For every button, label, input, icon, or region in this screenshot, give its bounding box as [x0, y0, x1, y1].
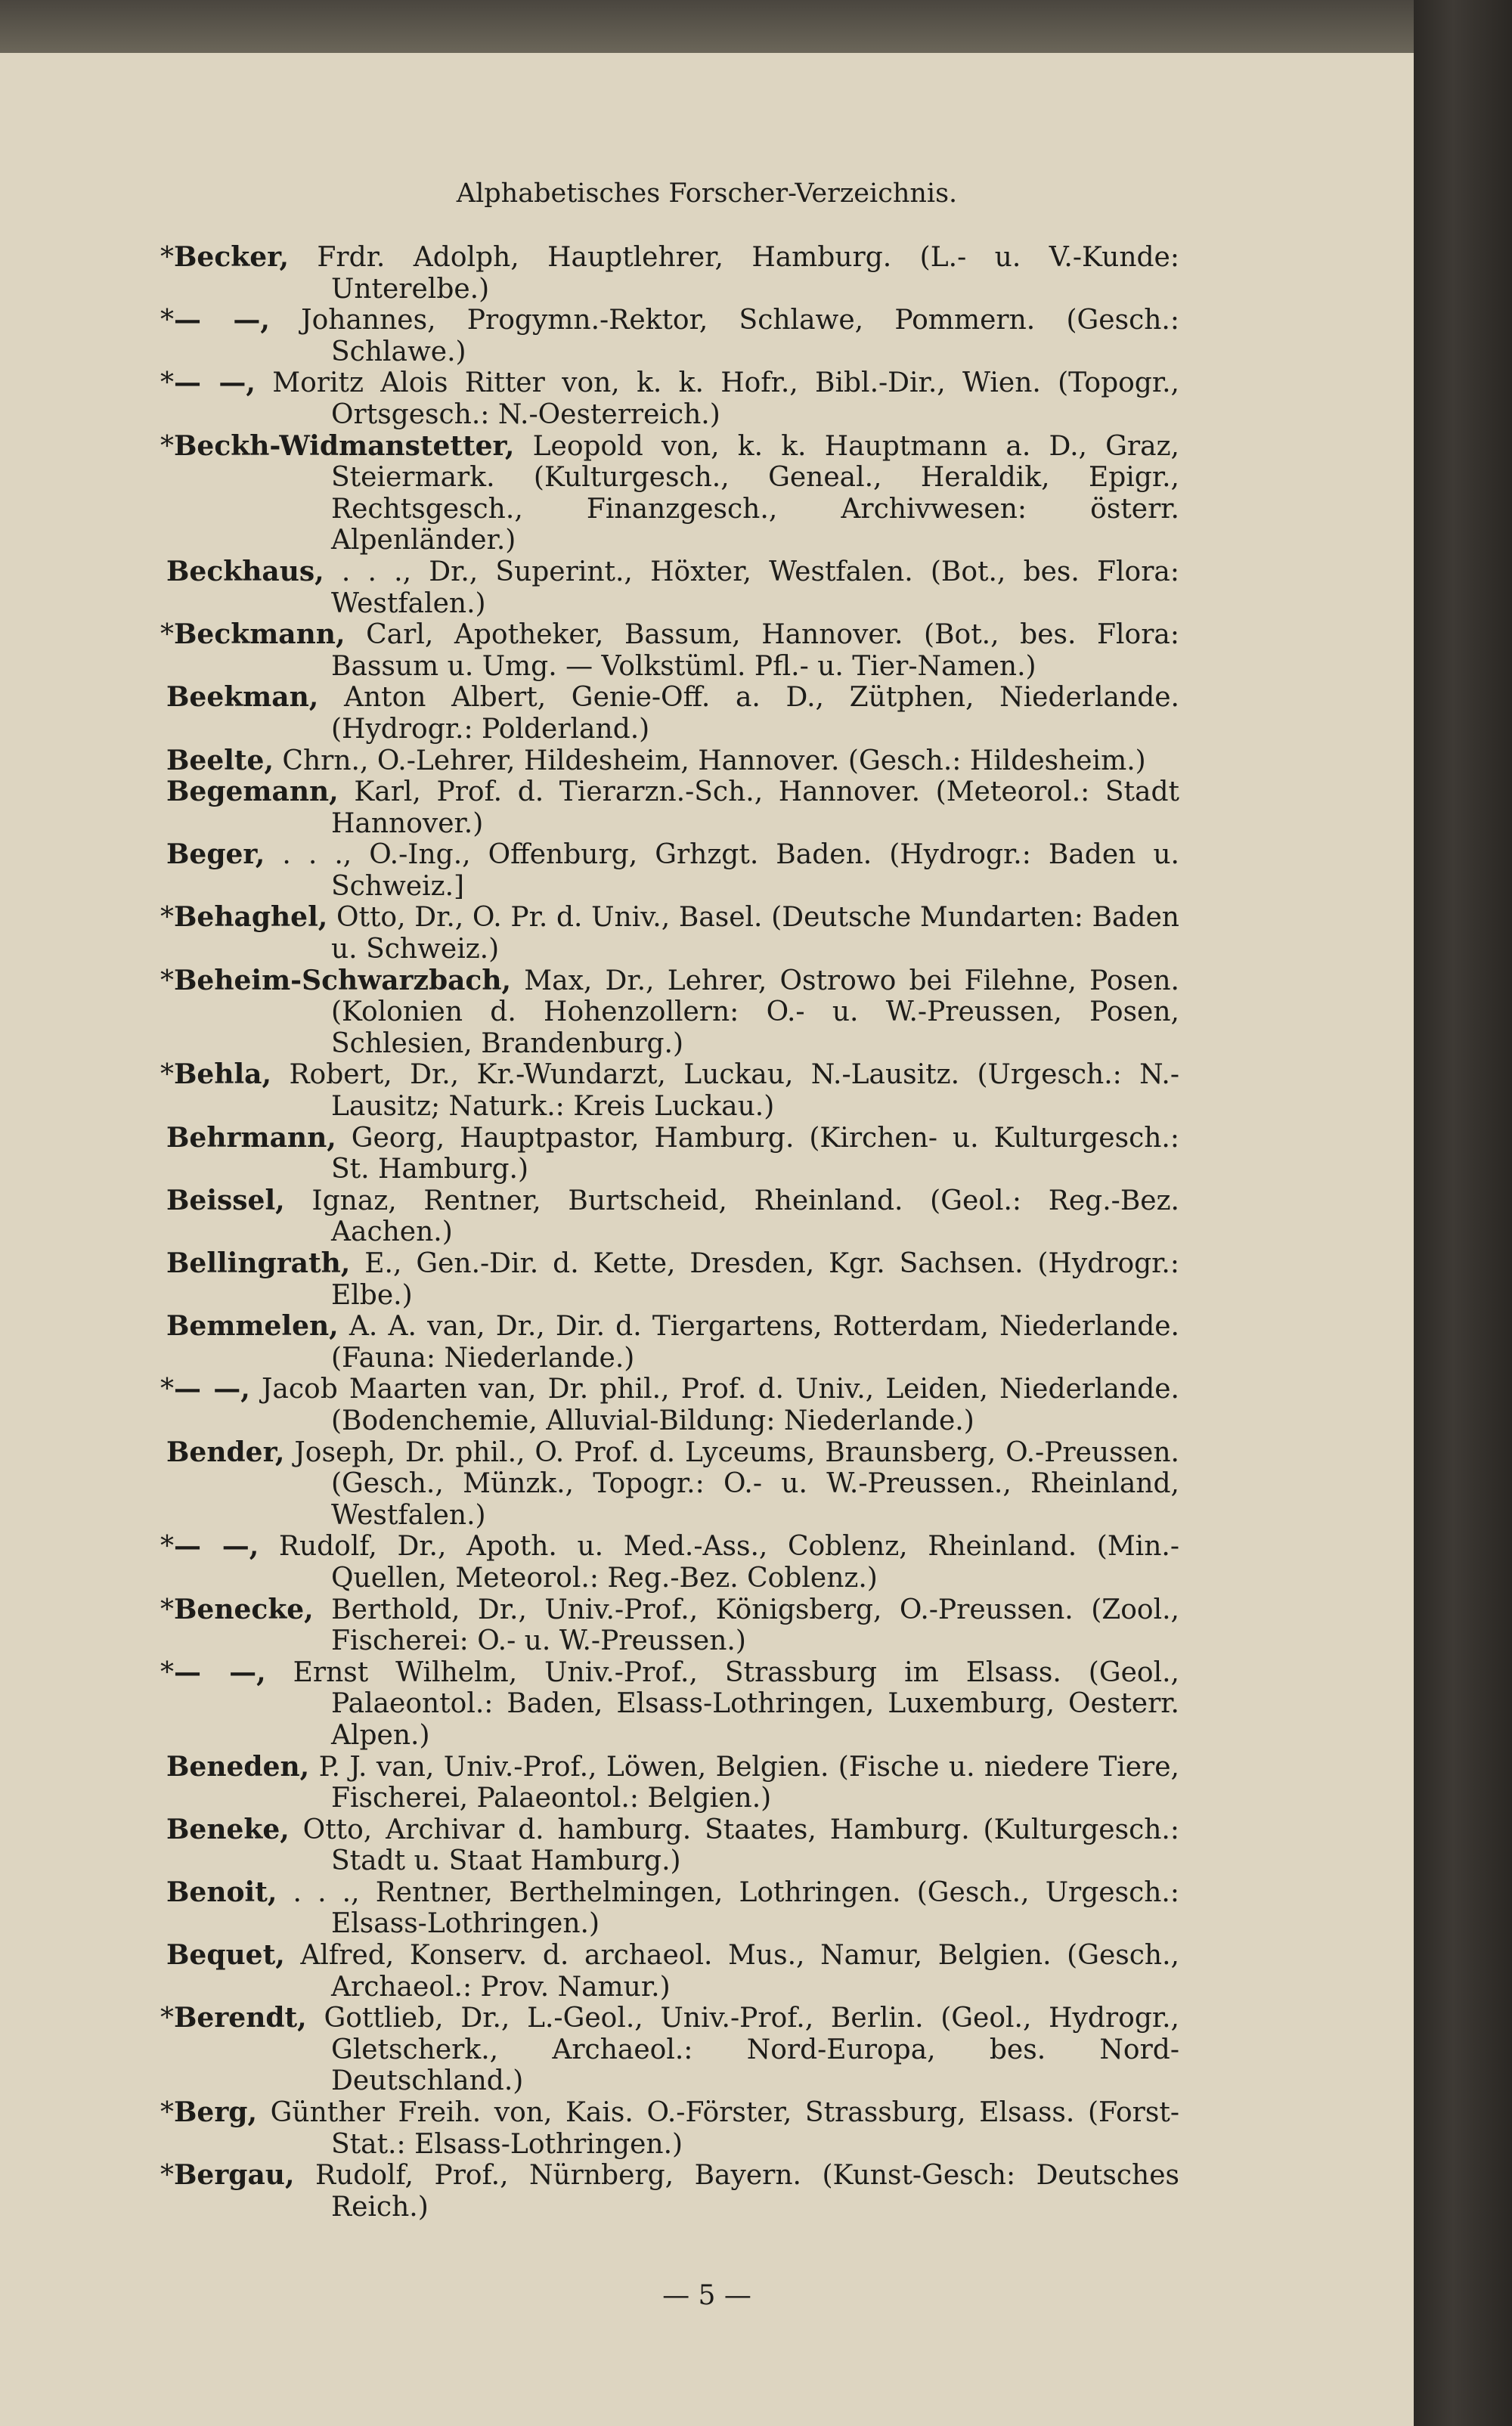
researcher-details: Anton Albert, Genie-Off. a. D., Zütphen, Niederlande. (Hydrogr.: Polderland.)	[318, 682, 1179, 745]
researcher-details: Ignaz, Rentner, Burtscheid, Rheinland. (Geol.: Reg.-Bez. Aachen.)	[284, 1185, 1179, 1248]
book-spine	[1414, 0, 1512, 2426]
researcher-name: Berg,	[174, 2096, 258, 2129]
researcher-name: Beger,	[166, 838, 265, 871]
researcher-name: Beekman,	[166, 681, 319, 714]
researcher-name: Beckhaus,	[166, 555, 324, 587]
researcher-details: Otto, Dr., O. Pr. d. Univ., Basel. (Deutsche Mundarten: Baden u. Schweiz.)	[327, 902, 1179, 965]
star-marker: *	[160, 1531, 174, 1563]
list-item	[160, 1656, 1179, 1752]
star-marker: *	[160, 965, 174, 996]
researcher-name: Begemann,	[166, 776, 339, 808]
researcher-details: A. A. van, Dr., Dir. d. Tiergartens, Rotterdam, Niederlande. (Fauna: Niederlande.)	[331, 1311, 1179, 1374]
page-number: — 5 —	[662, 2280, 751, 2311]
star-marker: *	[160, 2160, 174, 2192]
researcher-details: Jacob Maarten van, Dr. phil., Prof. d. Univ., Leiden, Niederlande. (Bodenchemie, Alluvial-Bildung: Niederlande.)	[249, 1374, 1179, 1436]
list-item	[160, 618, 1179, 682]
researcher-name: Bergau,	[174, 2159, 295, 2192]
researcher-details: Rudolf, Prof., Nürnberg, Bayern. (Kunst-Gesch: Deutsches Reich.)	[294, 2160, 1179, 2223]
researcher-name: Becker,	[174, 241, 289, 273]
researcher-name: Behaghel,	[174, 901, 328, 934]
list-item	[166, 1248, 1179, 1311]
list-item	[160, 2159, 1179, 2223]
researcher-details: Alfred, Konserv. d. archaeol. Mus., Namur, Belgien. (Gesch., Archaeol.: Prov. Namur.)	[284, 1940, 1179, 2003]
list-item	[166, 1311, 1179, 1374]
researcher-name: — —,	[174, 304, 270, 336]
researcher-name: Behla,	[174, 1058, 272, 1091]
researcher-details: Frdr. Adolph, Hauptlehrer, Hamburg. (L.- u. V.-Kunde: Unterelbe.)	[288, 242, 1179, 305]
list-item	[166, 745, 1179, 777]
researcher-details: . . ., O.-Ing., Offenburg, Grhzgt. Baden. (Hydrogr.: Baden u. Schweiz.]	[265, 839, 1179, 902]
list-item	[160, 2002, 1179, 2097]
list-item	[160, 1373, 1179, 1436]
list-item	[166, 682, 1179, 745]
list-item	[166, 776, 1179, 839]
star-marker: *	[160, 305, 174, 336]
researcher-details: Joseph, Dr. phil., O. Prof. d. Lyceums, Braunsberg, O.-Preussen. (Gesch., Münzk., Topogr.: O.- u. W.-Preussen., Rheinland, Westfalen.)	[284, 1436, 1179, 1531]
researcher-details: Berthold, Dr., Univ.-Prof., Königsberg, O.-Preussen. (Zool., Fischerei: O.- u. W.-Preussen.)	[313, 1594, 1179, 1657]
researcher-details: Günther Freih. von, Kais. O.-Förster, Strassburg, Elsass. (Forst-Stat.: Elsass-Lothringen.)	[257, 2097, 1179, 2160]
star-marker: *	[160, 430, 174, 462]
star-marker: *	[160, 619, 174, 651]
list-item	[166, 1940, 1179, 2003]
researcher-name: Bemmelen,	[166, 1310, 339, 1343]
researcher-name: Bender,	[166, 1436, 285, 1468]
researcher-details: Carl, Apotheker, Bassum, Hannover. (Bot., bes. Flora: Bassum u. Umg. — Volkstüml. Pfl.- u. Tier-Namen.)	[331, 619, 1179, 682]
researcher-name: — —,	[174, 1656, 266, 1688]
researcher-name: Berendt,	[174, 2002, 307, 2034]
researcher-details: Johannes, Progymn.-Rektor, Schlawe, Pommern. (Gesch.: Schlawe.)	[269, 305, 1179, 367]
researcher-details: Leopold von, k. k. Hauptmann a. D., Graz, Steiermark. (Kulturgesch., Geneal., Heraldik, Epigr., Rechtsgesch., Finanzgesch., Archivwesen: österr. Alpenländer.)	[331, 430, 1179, 556]
researcher-details: Moritz Alois Ritter von, k. k. Hofr., Bibl.-Dir., Wien. (Topogr., Ortsgesch.: N.-Oesterreich.)	[255, 367, 1179, 430]
researcher-details: Georg, Hauptpastor, Hamburg. (Kirchen- u. Kulturgesch.: St. Hamburg.)	[331, 1122, 1179, 1185]
list-item	[166, 1185, 1179, 1248]
star-marker: *	[160, 1059, 174, 1091]
researcher-details: . . ., Rentner, Berthelmingen, Lothringen. (Gesch., Urgesch.: Elsass-Lothringen.)	[277, 1876, 1179, 1940]
list-item	[166, 1123, 1179, 1185]
researcher-details: Chrn., O.-Lehrer, Hildesheim, Hannover. (Gesch.: Hildesheim.)	[273, 745, 1146, 776]
list-item	[160, 2096, 1179, 2160]
list-item	[166, 1814, 1179, 1877]
researcher-name: Beckmann,	[174, 618, 345, 651]
list-item	[160, 1593, 1179, 1657]
researcher-list	[160, 241, 1179, 2223]
list-item	[166, 1752, 1179, 1814]
star-marker: *	[160, 2003, 174, 2034]
researcher-details: Max, Dr., Lehrer, Ostrowo bei Filehne, Posen. (Kolonien d. Hohenzollern: O.- u. W.-Preussen, Posen, Schlesien, Brandenburg.)	[331, 965, 1179, 1059]
researcher-name: Beissel,	[166, 1184, 285, 1216]
researcher-name: — —,	[174, 1373, 250, 1405]
researcher-name: Bellingrath,	[166, 1247, 351, 1279]
researcher-name: Bequet,	[166, 1939, 285, 1972]
star-marker: *	[160, 242, 174, 273]
researcher-details: Robert, Dr., Kr.-Wundarzt, Luckau, N.-Lausitz. (Urgesch.: N.-Lausitz; Naturk.: Kreis Luckau.)	[271, 1059, 1179, 1123]
list-item	[160, 304, 1179, 367]
researcher-name: Beelte,	[166, 744, 274, 776]
researcher-details: Gottlieb, Dr., L.-Geol., Univ.-Prof., Berlin. (Geol., Hydrogr., Gletscherk., Archaeol.: Nord-Europa, bes. Nord-Deutschland.)	[306, 2003, 1179, 2097]
researcher-name: Beckh-Widmanstetter,	[174, 429, 515, 462]
researcher-details: Rudolf, Dr., Apoth. u. Med.-Ass., Coblenz, Rheinland. (Min.-Quellen, Meteorol.: Reg.-Bez. Coblenz.)	[259, 1531, 1179, 1594]
researcher-name: Beneden,	[166, 1750, 310, 1783]
researcher-details: P. J. van, Univ.-Prof., Löwen, Belgien. (Fische u. niedere Tiere, Fischerei, Palaeontol.: Belgien.)	[309, 1751, 1179, 1814]
star-marker: *	[160, 1594, 174, 1625]
list-item	[160, 901, 1179, 965]
list-item	[166, 1877, 1179, 1940]
list-item	[166, 556, 1179, 619]
star-marker: *	[160, 1374, 174, 1405]
star-marker: *	[160, 1656, 174, 1688]
researcher-details: Ernst Wilhelm, Univ.-Prof., Strassburg im Elsass. (Geol., Palaeontol.: Baden, Elsass-Lothringen, Luxemburg, Oesterr. Alpen.)	[265, 1656, 1179, 1751]
researcher-details: E., Gen.-Dir. d. Kette, Dresden, Kgr. Sachsen. (Hydrogr.: Elbe.)	[331, 1248, 1179, 1311]
list-item	[166, 839, 1179, 902]
list-item	[160, 367, 1179, 430]
star-marker: *	[160, 367, 174, 399]
page-header: Alphabetisches Forscher-Verzeichnis.	[456, 178, 958, 209]
researcher-details: Karl, Prof. d. Tierarzn.-Sch., Hannover. (Meteorol.: Stadt Hannover.)	[331, 776, 1179, 839]
list-item	[160, 241, 1179, 305]
researcher-name: — —,	[174, 1530, 259, 1563]
researcher-details: Otto, Archivar d. hamburg. Staates, Hamburg. (Kulturgesch.: Stadt u. Staat Hamburg.)	[289, 1814, 1179, 1877]
researcher-name: Behrmann,	[166, 1121, 336, 1154]
researcher-name: Beneke,	[166, 1813, 290, 1845]
researcher-name: Beheim-Schwarzbach,	[174, 964, 512, 996]
researcher-name: Benecke,	[174, 1593, 314, 1625]
researcher-details: . . ., Dr., Superint., Höxter, Westfalen. (Bot., bes. Flora: Westfalen.)	[324, 556, 1179, 619]
list-item	[166, 1437, 1179, 1532]
researcher-name: — —,	[174, 367, 256, 399]
star-marker: *	[160, 902, 174, 934]
book-top-edge	[0, 0, 1414, 53]
list-item	[160, 429, 1179, 556]
list-item	[160, 964, 1179, 1060]
list-item	[160, 1530, 1179, 1594]
list-item	[160, 1058, 1179, 1123]
researcher-name: Benoit,	[166, 1876, 277, 1908]
star-marker: *	[160, 2097, 174, 2129]
